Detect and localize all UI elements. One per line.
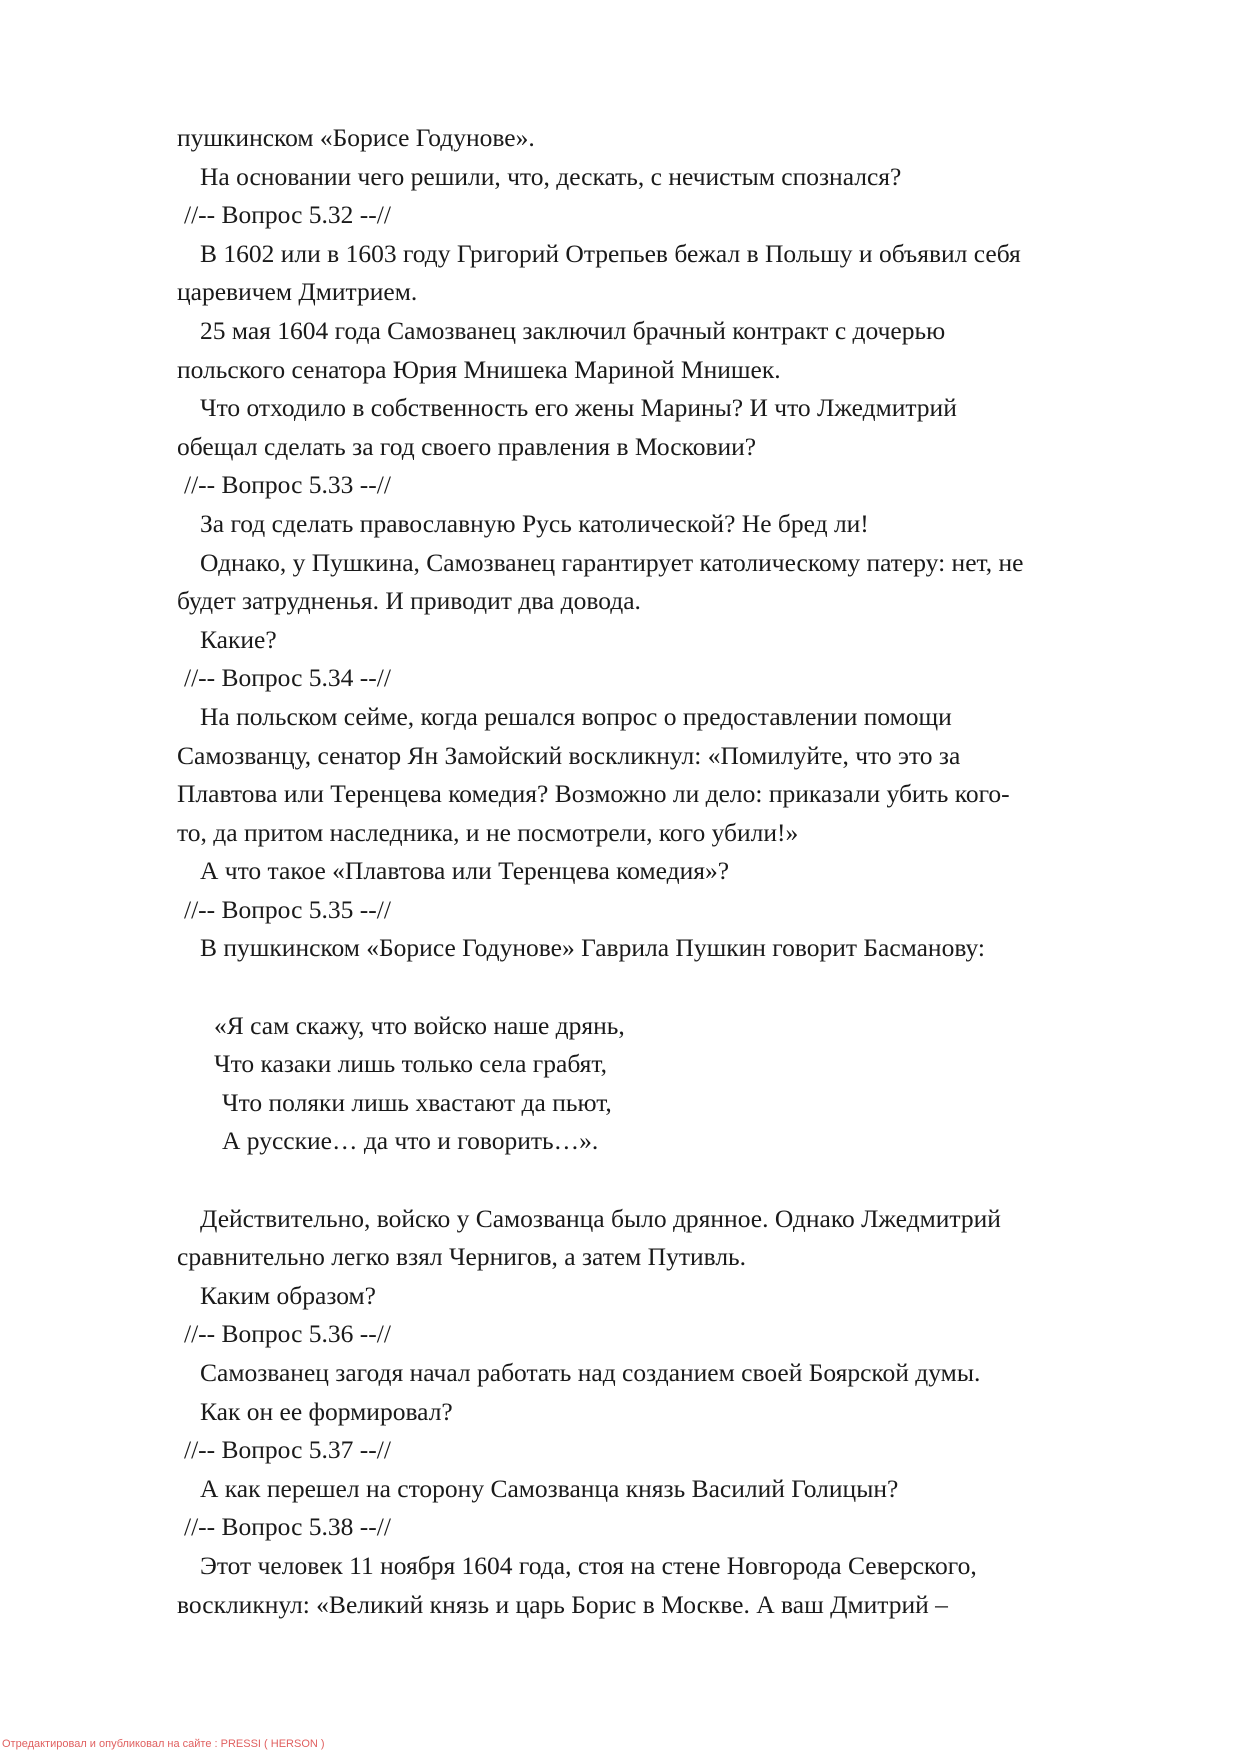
text-line: царевичем Дмитрием.	[177, 277, 418, 307]
verse-line: «Я сам скажу, что войско наше дрянь,	[214, 1010, 625, 1040]
question-marker: //-- Вопрос 5.36 --//	[184, 1319, 391, 1349]
verse-line: Что казаки лишь только села грабят,	[214, 1049, 607, 1079]
text-line: 25 мая 1604 года Самозванец заключил брачный контракт с дочерью	[200, 315, 946, 345]
verse-line: А русские… да что и говорить…».	[222, 1126, 599, 1156]
text-line: будет затрудненья. И приводит два довода.	[177, 586, 641, 616]
text-line: обещал сделать за год своего правления в Московии?	[177, 431, 757, 461]
text-line: На основании чего решили, что, дескать, с нечистым спознался?	[200, 161, 902, 191]
text-line: Что отходило в собственность его жены Марины? И что Лжедмитрий	[200, 393, 957, 423]
text-line: воскликнул: «Великий князь и царь Борис в Москве. А ваш Дмитрий –	[177, 1589, 948, 1619]
text-line: польского сенатора Юрия Мнишека Мариной Мнишек.	[177, 354, 781, 384]
verse-line: Что поляки лишь хвастают да пьют,	[222, 1087, 612, 1117]
blank-line	[177, 1161, 1157, 1200]
text-line: Однако, у Пушкина, Самозванец гарантирует католическому патеру: нет, не	[200, 547, 1024, 577]
page-body	[177, 119, 1157, 1624]
text-line: Этот человек 11 ноября 1604 года, стоя на стене Новгорода Северского,	[200, 1550, 977, 1580]
question-marker: //-- Вопрос 5.38 --//	[184, 1512, 391, 1542]
text-line: то, да притом наследника, и не посмотрели, кого убили!»	[177, 817, 799, 847]
question-marker: //-- Вопрос 5.32 --//	[184, 200, 391, 230]
text-line: А что такое «Плавтова или Теренцева комедия»?	[200, 856, 730, 886]
publisher-footer: Отредактировал и опубликовал на сайте : PRESSI ( HERSON )	[2, 1738, 325, 1750]
text-line: Действительно, войско у Самозванца было дрянное. Однако Лжедмитрий	[200, 1203, 1001, 1233]
text-line: На польском сейме, когда решался вопрос о предоставлении помощи	[200, 701, 952, 731]
question-marker: //-- Вопрос 5.37 --//	[184, 1435, 391, 1465]
text-line: Каким образом?	[200, 1280, 376, 1310]
question-marker: //-- Вопрос 5.34 --//	[184, 663, 391, 693]
text-line: В 1602 или в 1603 году Григорий Отрепьев бежал в Польшу и объявил себя	[200, 238, 1021, 268]
text-line: Самозванцу, сенатор Ян Замойский воскликнул: «Помилуйте, что это за	[177, 740, 961, 770]
text-line: Какие?	[200, 624, 277, 654]
text-line: Плавтова или Теренцева комедия? Возможно ли дело: приказали убить кого-	[177, 779, 1010, 809]
text-line: В пушкинском «Борисе Годунове» Гаврила Пушкин говорит Басманову:	[200, 933, 985, 963]
question-marker: //-- Вопрос 5.35 --//	[184, 894, 391, 924]
text-line: пушкинском «Борисе Годунове».	[177, 123, 535, 152]
text-line: Как он ее формировал?	[200, 1396, 453, 1426]
text-line: За год сделать православную Русь католической? Не бред ли!	[200, 508, 869, 538]
question-marker: //-- Вопрос 5.33 --//	[184, 470, 391, 500]
blank-line	[177, 968, 1157, 1007]
text-line: А как перешел на сторону Самозванца князь Василий Голицын?	[200, 1473, 899, 1503]
text-line: сравнительно легко взял Чернигов, а затем Путивль.	[177, 1242, 747, 1272]
text-line: Самозванец загодя начал работать над созданием своей Боярской думы.	[200, 1358, 981, 1387]
